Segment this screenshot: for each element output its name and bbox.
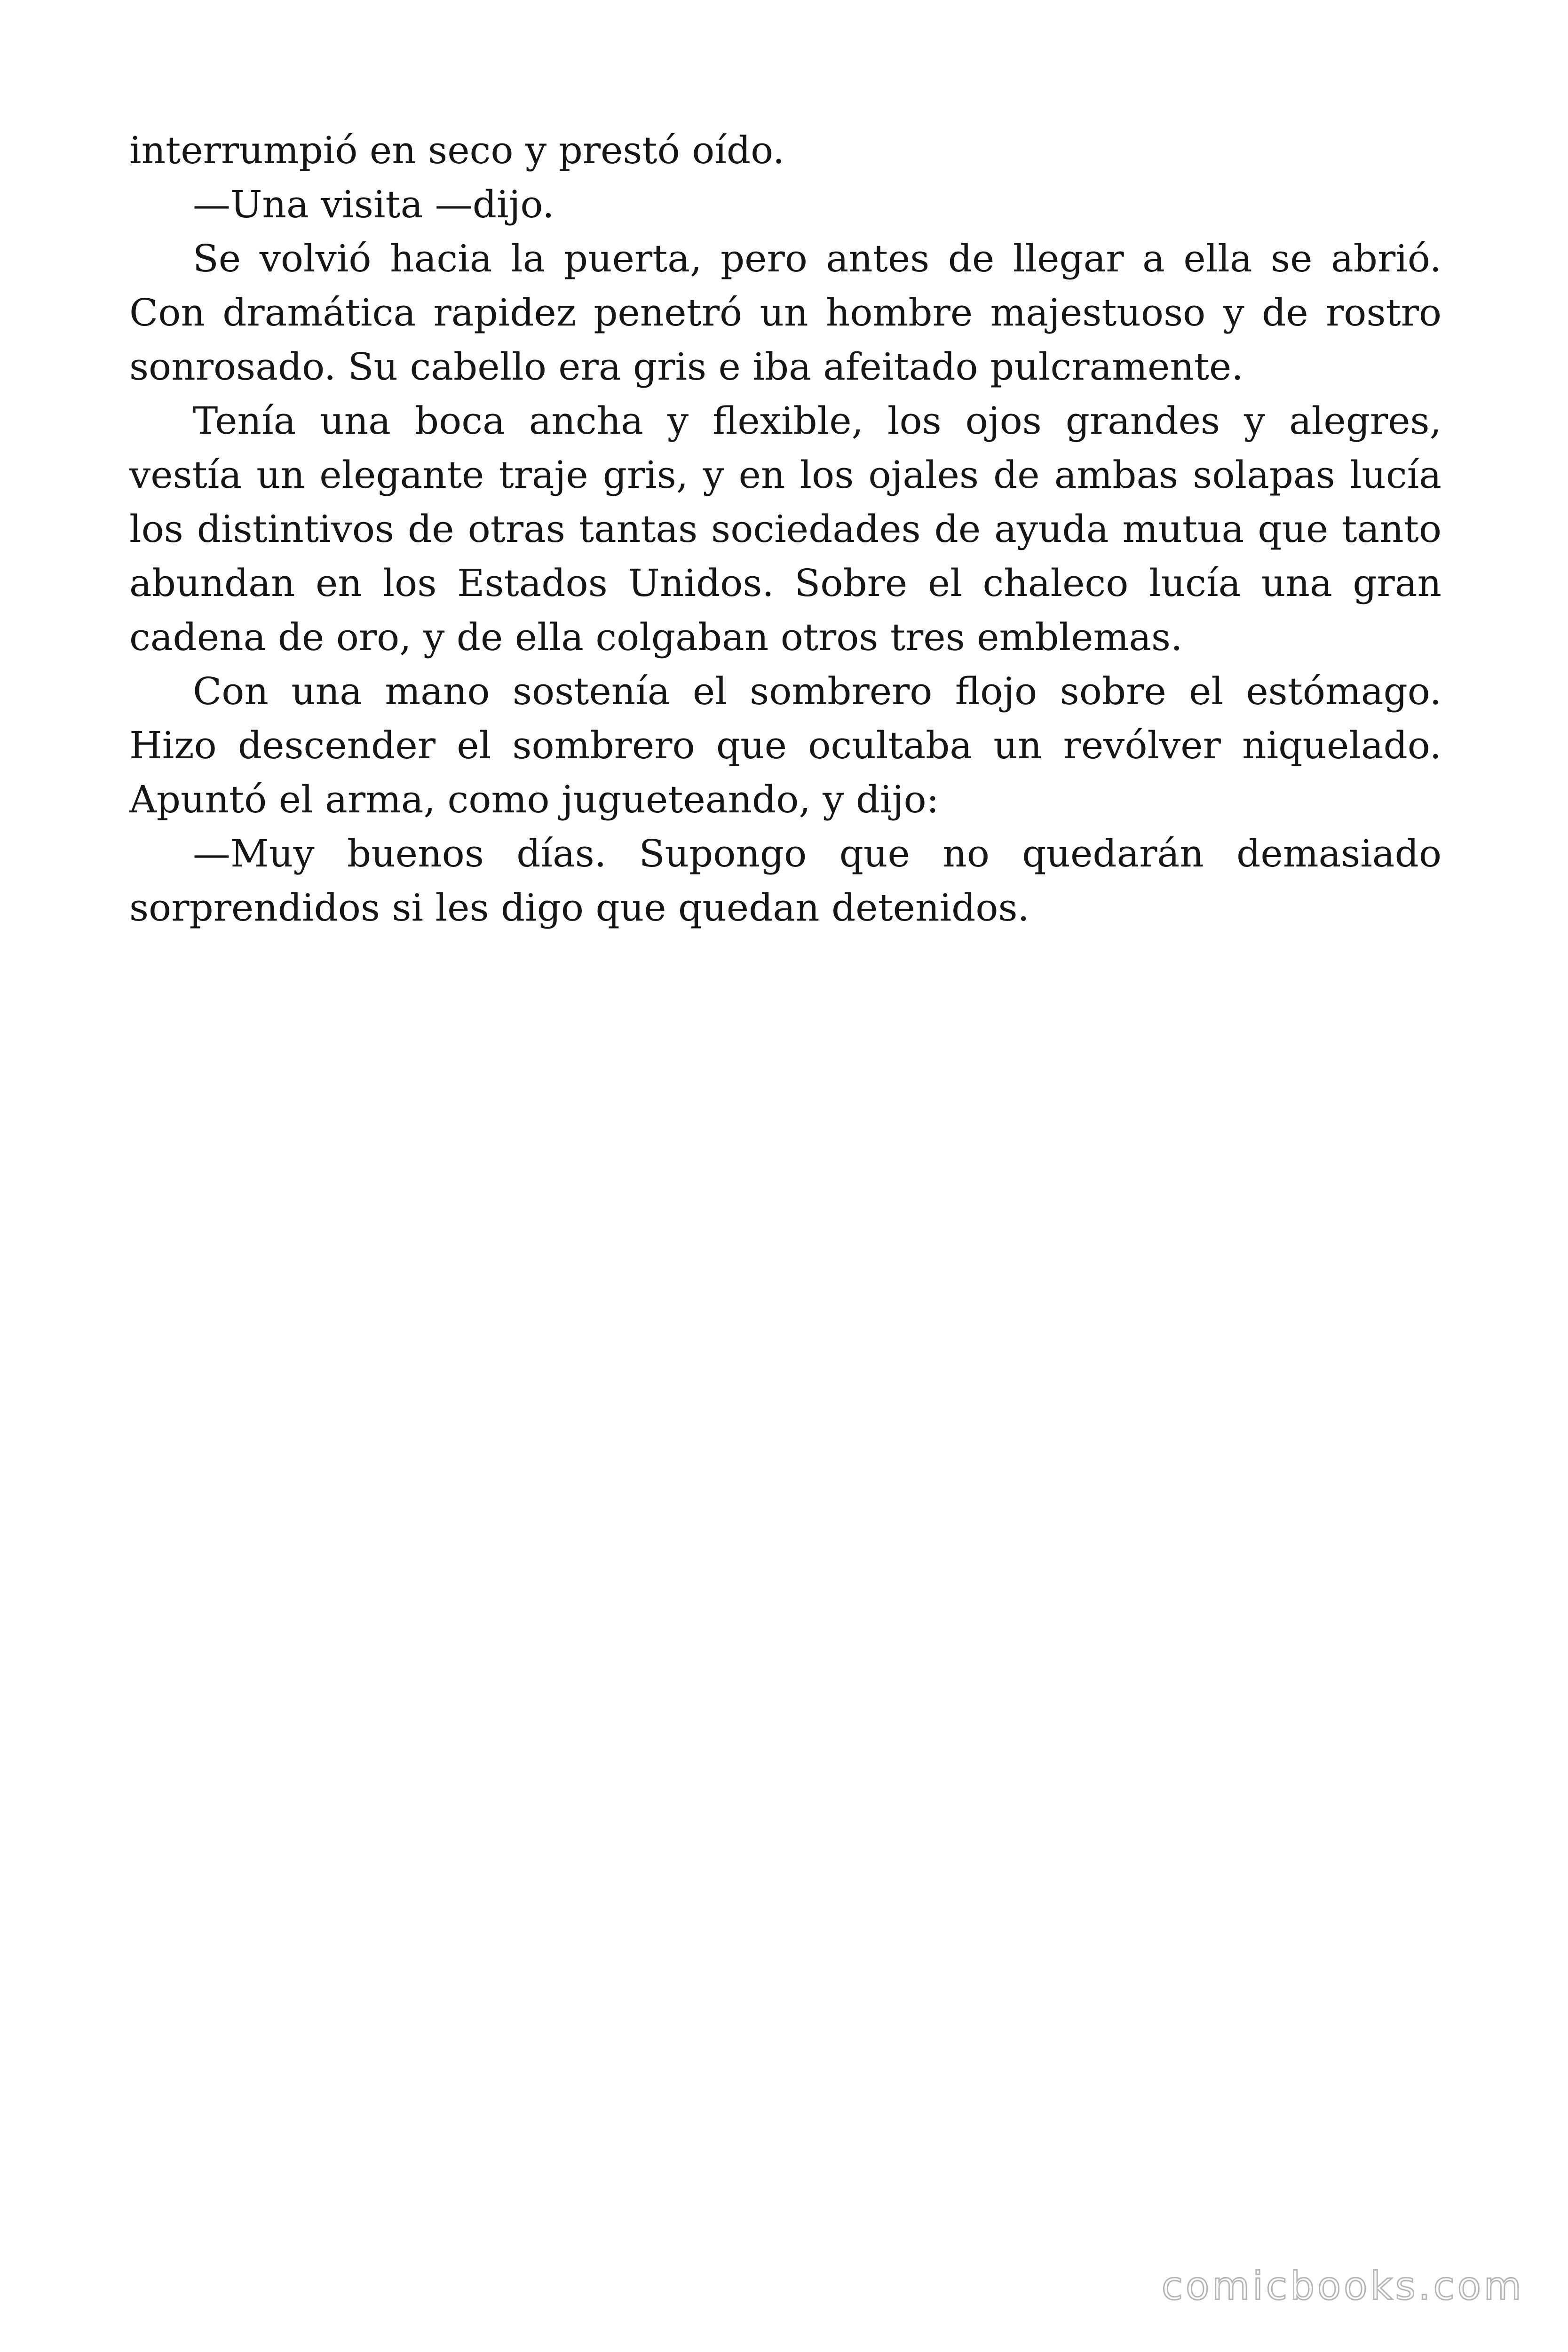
paragraph-5: Con una mano sostenía el sombrero flojo sobre el estómago. Hizo descender el sombrero que ocultaba un revólver niquelado. Apuntó el arma, como jugueteando, y dijo: xyxy=(129,669,1441,821)
paragraph-3: Se volvió hacia la puerta, pero antes de llegar a ella se abrió. Con dramática rapidez penetró un hombre majestuoso y de rostro sonrosado. Su cabello era gris e iba afeitado pulcramente. xyxy=(129,237,1441,389)
body-text xyxy=(129,123,1441,935)
paragraph-2: —Una visita —dijo. xyxy=(193,183,554,226)
paragraph-4: Tenía una boca ancha y flexible, los ojos grandes y alegres, vestía un elegante traje gris, y en los ojales de ambas solapas lucía los distintivos de otras tantas sociedades de ayuda mutua que tanto abundan en los Estados Unidos. Sobre el chaleco lucía una gran cadena de oro, y de ella colgaban otros tres emblemas. xyxy=(129,399,1441,659)
watermark: comicbooks.com xyxy=(1162,2264,1524,2309)
paragraph-1: interrumpió en seco y prestó oído. xyxy=(129,128,785,172)
paragraph-6: —Muy buenos días. Supongo que no quedarán demasiado sorprendidos si les digo que quedan detenidos. xyxy=(129,832,1441,930)
